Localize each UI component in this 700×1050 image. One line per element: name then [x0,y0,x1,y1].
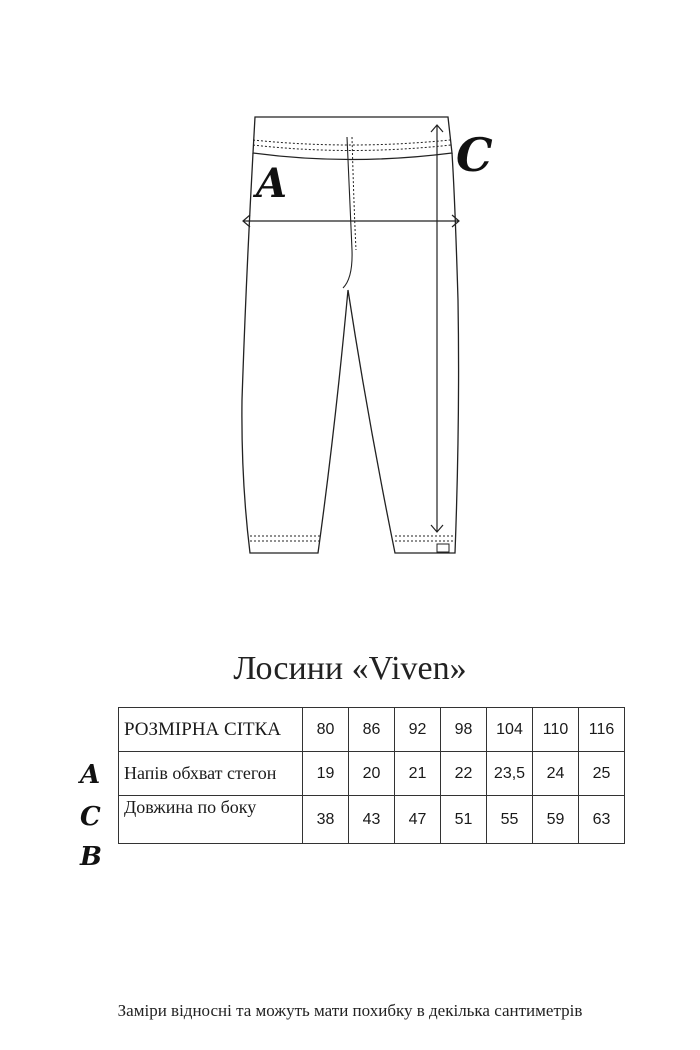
size-grid-label: РОЗМІРНА СІТКА [119,708,303,752]
value-cell: 63 [579,796,625,844]
value-cell: 43 [349,796,395,844]
value-cell: 24 [533,752,579,796]
center-seam-dashed [352,137,356,250]
value-cell: 51 [441,796,487,844]
size-cell: 110 [533,708,579,752]
value-cell: 59 [533,796,579,844]
value-cell: 38 [303,796,349,844]
value-cell: 47 [395,796,441,844]
side-label-a: A [80,760,101,790]
footnote: Заміри відносні та можуть мати похибку в декілька сантиметрів [117,1001,583,1020]
value-cell: 21 [395,752,441,796]
value-cell: 19 [303,752,349,796]
row-label-hip: Напів обхват стегон [119,752,303,796]
cuff-label-tag [437,544,449,552]
side-label-b: B [80,842,102,872]
size-cell: 86 [349,708,395,752]
size-cell: 98 [441,708,487,752]
value-cell: 55 [487,796,533,844]
waistband-stitch-1 [253,140,450,145]
row-label-length: Довжина по боку [119,796,303,844]
table-row [119,796,625,844]
table-row [119,752,625,796]
size-cell: 116 [579,708,625,752]
value-cell: 22 [441,752,487,796]
value-cell: 23,5 [487,752,533,796]
size-cell: 104 [487,708,533,752]
measure-label-a: A [256,160,288,207]
table-header-row [119,708,625,752]
size-cell: 80 [303,708,349,752]
side-label-c: C [80,802,101,832]
size-table [118,707,625,844]
product-title: Лосини «Viven» [233,650,467,687]
measure-label-c: C [456,128,493,182]
value-cell: 20 [349,752,395,796]
value-cell: 25 [579,752,625,796]
size-cell: 92 [395,708,441,752]
